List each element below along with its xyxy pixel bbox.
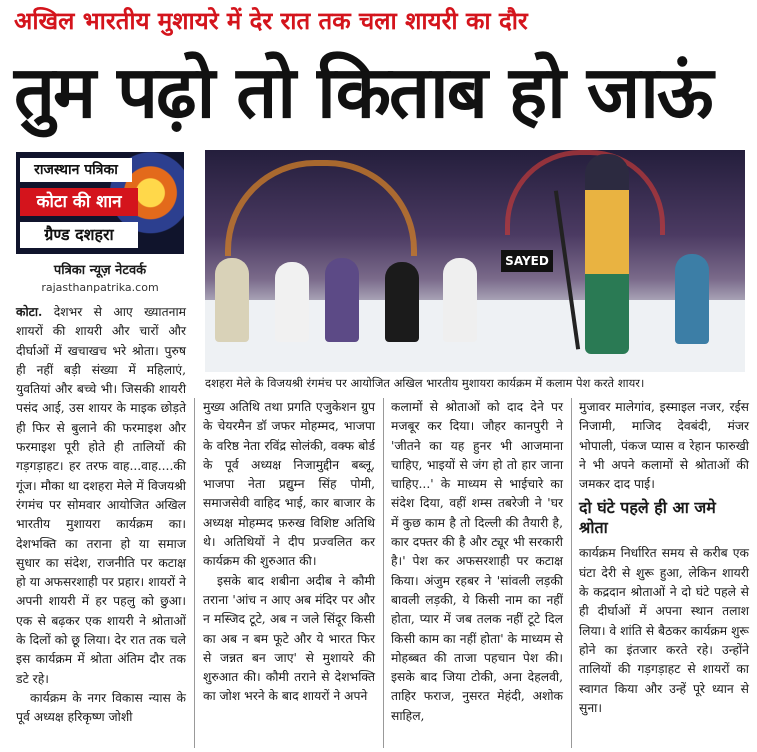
audience-figure <box>443 258 477 342</box>
article-column-2 <box>203 398 375 707</box>
audience-figure <box>215 258 249 342</box>
audience-figure <box>385 262 419 342</box>
performing-poet <box>585 154 629 354</box>
grand-dussehra-badge <box>16 152 184 254</box>
byline: पत्रिका न्यूज़ नेटवर्क <box>53 263 147 278</box>
website-credit: rajasthanpatrika.com <box>41 281 159 294</box>
audience-figure <box>675 254 709 344</box>
column-divider <box>194 398 195 748</box>
column-divider <box>571 398 572 748</box>
stage-arch-decoration <box>225 160 417 256</box>
badge-grand-dussehra: ग्रैण्ड दशहरा <box>20 222 138 248</box>
article-paragraph: इसके बाद शबीना अदीब ने कौमी तराना 'आंच न आए अब मंदिर पर और न मस्जिद टूटे, अब न जले सिंदूर किसी का अब न बम फूटे और ये भारत फिर से जन्नत बन जाए' से मुशायरे की शुरुआत की। कौमी तराने से देशभक्ति का जोश भरने के बाद शायरों ने अपने <box>203 573 375 704</box>
badge-newspaper-name: राजस्थान पत्रिका <box>20 158 132 182</box>
article-paragraph: कलामों से श्रोताओं को दाद देने पर मजबूर कर दिया। जौहर कानपुरी ने 'जीतने का यह हुनर भी आजमाना चाहिए, भाइयों से जंग हो तो हार जाना चाहिए...' के माध्यम से भाईचारे का संदेश दिया, वहीं शम्स तबरेजी ने 'घर में कुछ काम है तो दिल्ली की तैयारी है, कार दफ्तर की है और ट्यूर भी सरकारी है।' पेश कर अफसरशाही पर कटाक्ष किया। अंजुम रहबर ने 'सांवली लड़की बावली लड़की, ये किसी नाम का नहीं होता, प्यार में जब तलक नहीं टूटे दिल किसी काम का नहीं होता' के माध्यम से मोहब्बत की ताजा पहचान पेश की। इसके बाद जिया टोकी, अना देहलवी, ताहिर फराज, नुसरत मेहंदी, अशोक साहिल, <box>391 400 563 723</box>
stage-sign: SAYED <box>501 250 553 272</box>
article-paragraph: कार्यक्रम के नगर विकास न्यास के पूर्व अध्यक्ष हरिकृष्ण जोशी <box>16 690 186 725</box>
article-column-4 <box>579 398 749 718</box>
audience-figure <box>275 262 309 342</box>
article-column-1 <box>16 302 186 728</box>
column-divider <box>383 398 384 748</box>
article-paragraph: मुजावर मालेगांव, इस्माइल नजर, रईस निजामी, माजिद देवबंदी, मंजर भोपाली, पंकज प्यास व रेहान फारुखी ने भी अपने कलामों से श्रोताओं की जमकर दाद पाई। <box>579 400 749 492</box>
dateline: कोटा. <box>16 304 43 319</box>
subheading: दो घंटे पहले ही आ जमे श्रोता <box>579 498 716 538</box>
article-paragraph: मुख्य अतिथि तथा प्रगति एजुकेशन ग्रुप के चेयरमैन डॉ जफर मोहम्मद, भाजपा के वरिष्ठ नेता रविंद्र सोलंकी, वक्फ बोर्ड के पूर्व अध्यक्ष निजामुद्दीन बब्लू, भाजपा नेता प्रद्युम्न सिंह पोमी, समाजसेवी वाहिद भाई, कार बाजार के अध्यक्ष मोहम्मद फ़रुख विशिष्ट अतिथि थे। अतिथियों ने दीप प्रज्वलित कर कार्यक्रम की शुरुआत की। <box>203 400 375 569</box>
photo-caption: दशहरा मेले के विजयश्री रंगमंच पर आयोजित अखिल भारतीय मुशायरा कार्यक्रम में कलाम पेश करते शायर। <box>205 376 645 390</box>
badge-kota-ki-shaan: कोटा की शान <box>20 188 138 216</box>
article-paragraph: देशभर से आए ख्यातनाम शायरों की शायरी और चारों और दीर्घाओं में खचाखच भरे श्रोता। पुरुष ही नहीं बड़ी संख्या में महिलाएं, युवतियां और बच्चे भी। जिसकी शायरी पसंद आई, उस शायर के माइक छोड़ते ही फिर से बुलाने की फरमाइश और फरमाइश पूरी होते ही तालियों की गड़गड़ाहट। हर तरफ वाह...वाह....की गूंज। मौका था दशहरा मेले में विजयश्री रंगमंच पर सोमवार आयोजित अखिल भारतीय मुशायरा कार्यक्रम का। देशभक्ति का तराना हो या समाज सुधार का संदेश, राजनीति पर कटाक्ष हो या अफसरशाही पर प्रहार। शायरों ने अपनी शायरी में हर पहलु को छुआ। एक से बढ़कर एक शायरी ने श्रोताओं के दिलों को छू लिया। देर रात तक चले इस कार्यक्रम में श्रोता अंतिम दौर तक डटे रहे। <box>16 305 186 686</box>
main-headline: तुम पढ़ो तो किताब हो जाऊं <box>14 50 712 134</box>
kicker-headline: अखिल भारतीय मुशायरे में देर रात तक चला शायरी का दौर <box>14 7 528 35</box>
audience-figure <box>325 258 359 342</box>
article-paragraph: कार्यक्रम निर्धारित समय से करीब एक घंटा देरी से शुरू हुआ, लेकिन शायरी के कद्रदान श्रोताओं ने दो घंटे पहले से ही दीर्घाओं में अपना स्थान तलाश लिया। वे शांति से बैठकर कार्यक्रम शुरू होने का इंतजार करते रहे। उन्होंने तालियों की गड़गड़ाहट से शायरों का स्वागत किया और उन्हें पूरे ध्यान से सुना। <box>579 546 749 715</box>
event-photo <box>205 150 745 372</box>
article-column-3 <box>391 398 563 726</box>
